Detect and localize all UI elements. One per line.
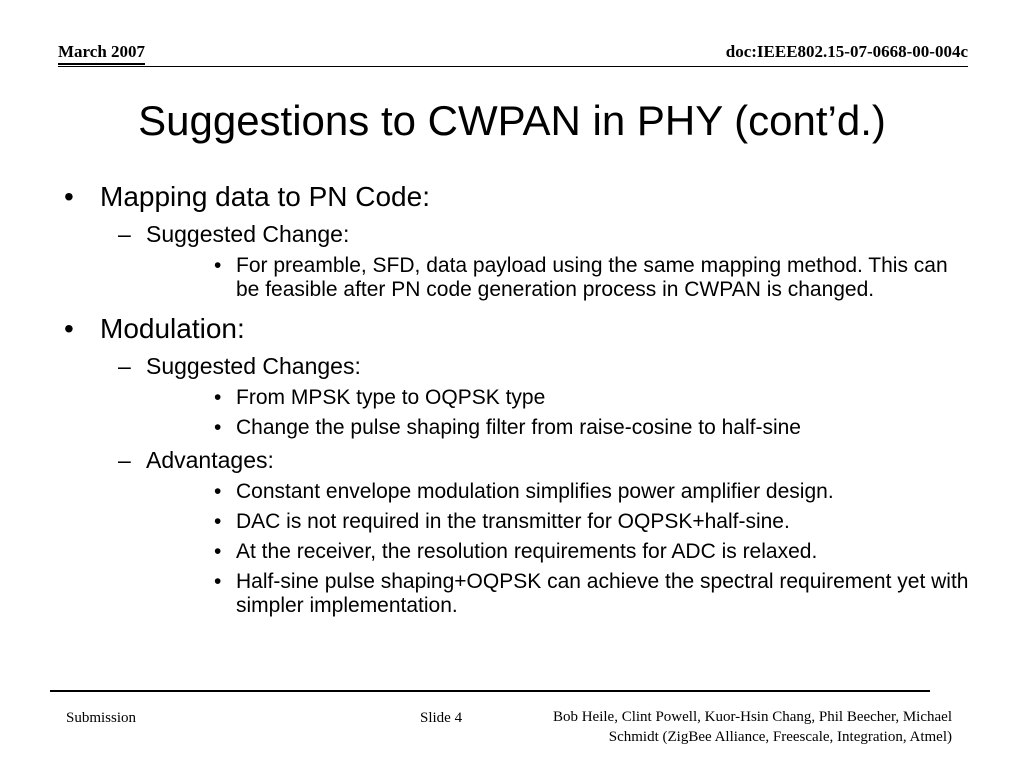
detail-text: Constant envelope modulation simplifies power amplifier design. [236,479,834,503]
bullet-text: Mapping data to PN Code: [100,181,430,212]
sub-bullet-text: Advantages: [146,446,274,473]
bullet-marker: • [214,540,222,564]
bullet-marker: • [64,312,74,344]
footer-submission: Submission [66,710,137,726]
detail-text: Change the pulse shaping filter from raise-cosine to half-sine [236,415,801,439]
footer-slide-number: Slide 4 [420,710,463,726]
header-rule [58,66,968,67]
detail-text: Half-sine pulse shaping+OQPSK can achieve the spectral requirement yet with simpler implementation. [236,570,969,618]
detail-item [146,254,970,302]
bullet-marker: • [214,253,222,277]
bullet-marker: • [214,570,222,594]
bullet-marker: • [214,385,222,409]
sub-bullet-text: Suggested Changes: [146,352,361,379]
footer-rule [50,690,930,692]
bullet-modulation [60,312,970,619]
footer-authors [482,707,952,748]
detail-item [146,570,970,618]
detail-item [146,480,970,504]
dash-marker: – [118,446,131,473]
bullet-marker: • [64,181,74,212]
header-doc-id: doc:IEEE802.15-07-0668-00-004c [725,42,968,61]
slide-title: Suggestions to CWPAN in PHY (cont’d.) [138,97,886,144]
detail-text: DAC is not required in the transmitter for OQPSK+half-sine. [236,510,790,534]
sub-bullet-text: Suggested Change: [146,220,350,247]
detail-text: At the receiver, the resolution requirements for ADC is relaxed. [236,540,818,564]
detail-item [146,510,970,534]
bullet-mapping [60,180,970,302]
footer-authors-line-1: Bob Heile, Clint Powell, Kuor-Hsin Chang, Phil Beecher, Michael [552,709,952,725]
sub-bullet-advantages [100,446,970,619]
bullet-marker: • [214,415,222,439]
sub-bullet-suggested-changes [100,352,970,440]
detail-item [146,416,970,440]
footer-authors-line-2: Schmidt (ZigBee Alliance, Freescale, Integration, Atmel) [608,729,952,746]
bullet-marker: • [214,479,222,503]
detail-text: For preamble, SFD, data payload using the same mapping method. This can be feasible after PN code generation process in CWPAN is changed. [236,253,948,301]
dash-marker: – [118,220,131,247]
bullet-list [60,180,970,619]
bullet-marker: • [214,510,222,534]
slide-content [60,176,970,619]
bullet-text: Modulation: [100,312,245,344]
dash-marker: – [118,352,131,379]
detail-item [146,386,970,410]
sub-bullet-suggested-change [100,220,970,302]
detail-text: From MPSK type to OQPSK type [236,385,546,409]
header-date: March 2007 [58,42,145,65]
detail-item [146,540,970,564]
